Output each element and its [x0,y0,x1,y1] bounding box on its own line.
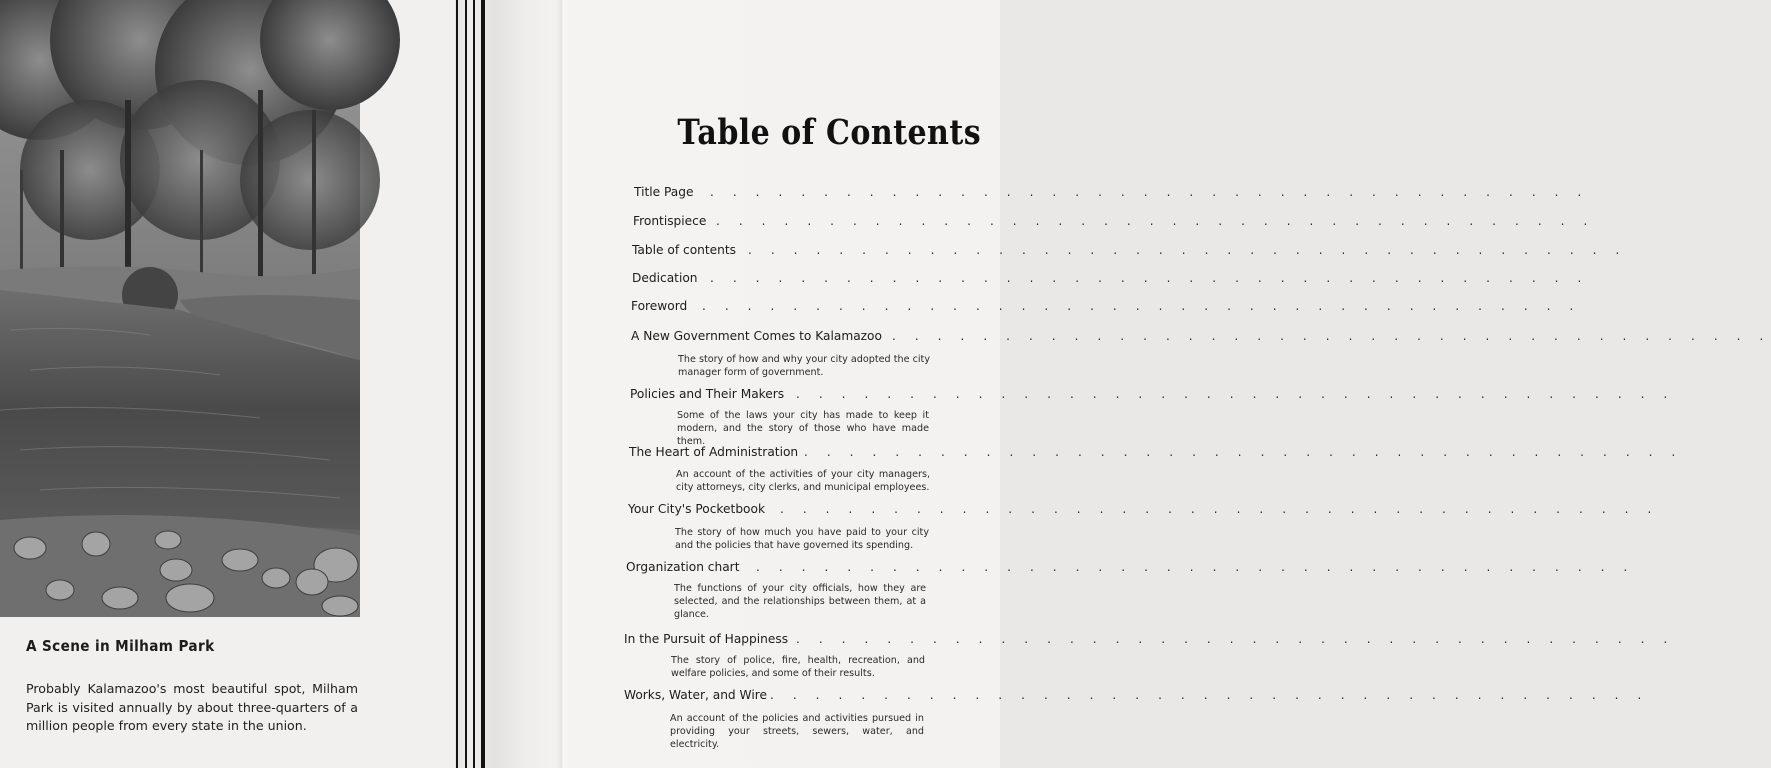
toc-leader-dots: . . . . . . . . . . . . . . . . . . . . . . . . . . . . . . . . . . . . . . . [796,632,1675,646]
milham-park-photo [0,0,360,617]
toc-entry-description: Some of the laws your city has made to keep it modern, and the story of those who have made them. [677,410,929,448]
toc-entry-label: The Heart of Administration [629,445,799,459]
toc-entry-title-page[interactable] [620,185,1589,201]
toc-entry-pursuit-of-happiness[interactable] [620,632,1675,680]
toc-entry-organization-chart[interactable] [620,560,1635,621]
toc-entry-frontispiece[interactable] [620,214,1595,230]
toc-title: Table of Contents [677,112,981,153]
park-scene-illustration [0,0,360,617]
toc-entry-description: The functions of your city officials, how they are selected, and the relationships between them, at a glance. [674,583,926,621]
book-gutter [455,0,495,768]
toc-entry-label: Your City's Pocketbook [628,502,766,516]
toc-entry-label: Table of contents [632,243,737,257]
toc-entry-label: Works, Water, and Wire [624,688,767,702]
toc-entry-label: Title Page [634,185,694,199]
toc-leader-dots: . . . . . . . . . . . . . . . . . . . . . . . . . . . . . . . . . . . . . . . [756,560,1635,574]
toc-entry-label: A New Government Comes to Kalamazoo [631,329,882,343]
gutter-rule [481,0,485,768]
toc-leader-dots: . . . . . . . . . . . . . . . . . . . . . . . . . . . . . . . . . . . . . . . [770,688,1649,702]
toc-entry-description: An account of the policies and activities pursued in providing your streets, sewers, water, and electricity. [670,713,924,751]
toc-leader-dots: . . . . . . . . . . . . . . . . . . . . . . . . . . . . . . . . . . . . . . . [780,502,1659,516]
toc-leader-dots: . . . . . . . . . . . . . . . . . . . . . . . . . . . . . . . . . . . . . . . [710,185,1589,199]
toc-entry-description: The story of how and why your city adopted the city manager form of government. [678,354,930,379]
toc-entry-dedication[interactable] [620,271,1589,287]
toc-leader-dots: . . . . . . . . . . . . . . . . . . . . . . . . . . . . . . . . . . . . . . . [892,329,1771,343]
page-crease [556,0,568,768]
gutter-rule [465,0,467,768]
toc-entry-label: Organization chart [626,560,740,574]
photo-caption-title: A Scene in Milham Park [26,637,215,655]
left-page [0,0,455,768]
toc-leader-dots: . . . . . . . . . . . . . . . . . . . . . . . . . . . . . . . . . . . . . . . [702,299,1581,313]
gutter-rule [473,0,475,768]
toc-leader-dots: . . . . . . . . . . . . . . . . . . . . . . . . . . . . . . . . . . . . . . . [804,445,1683,459]
toc-entry-label: Dedication [632,271,698,285]
toc-leader-dots: . . . . . . . . . . . . . . . . . . . . . . . . . . . . . . . . . . . . . . . [710,271,1589,285]
toc-leader-dots: . . . . . . . . . . . . . . . . . . . . . . . . . . . . . . . . . . . . . . . [796,387,1675,401]
toc-entry-policies[interactable] [620,387,1675,448]
toc-entry-foreword[interactable] [620,299,1581,315]
table-of-contents [620,0,1771,768]
toc-entry-label: In the Pursuit of Happiness [624,632,789,646]
toc-entry-heart-of-administration[interactable] [620,445,1683,494]
toc-entry-description: The story of how much you have paid to your city and the policies that have governed its spending. [675,527,929,552]
photo-caption-body: Probably Kalamazoo's most beautiful spot, Milham Park is visited annually by about three-quarters of a million people from every state in the union. [26,681,358,733]
toc-entry-label: Policies and Their Makers [630,387,785,401]
toc-entry-pocketbook[interactable] [620,502,1659,552]
toc-entry-new-government[interactable] [620,329,1771,379]
toc-entry-description: An account of the activities of your city managers, city attorneys, city clerks, and municipal employees. [676,469,930,494]
toc-entry-table-of-contents[interactable] [620,243,1627,259]
toc-entry-label: Frontispiece [633,214,707,228]
toc-leader-dots: . . . . . . . . . . . . . . . . . . . . . . . . . . . . . . . . . . . . . . . [716,214,1595,228]
toc-leader-dots: . . . . . . . . . . . . . . . . . . . . . . . . . . . . . . . . . . . . . . . [748,243,1627,257]
gutter-rule [456,0,458,768]
toc-entry-label: Foreword [631,299,688,313]
toc-entry-description: The story of police, fire, health, recreation, and welfare policies, and some of their results. [671,655,925,680]
toc-entry-works-water-wire[interactable] [620,688,1649,751]
